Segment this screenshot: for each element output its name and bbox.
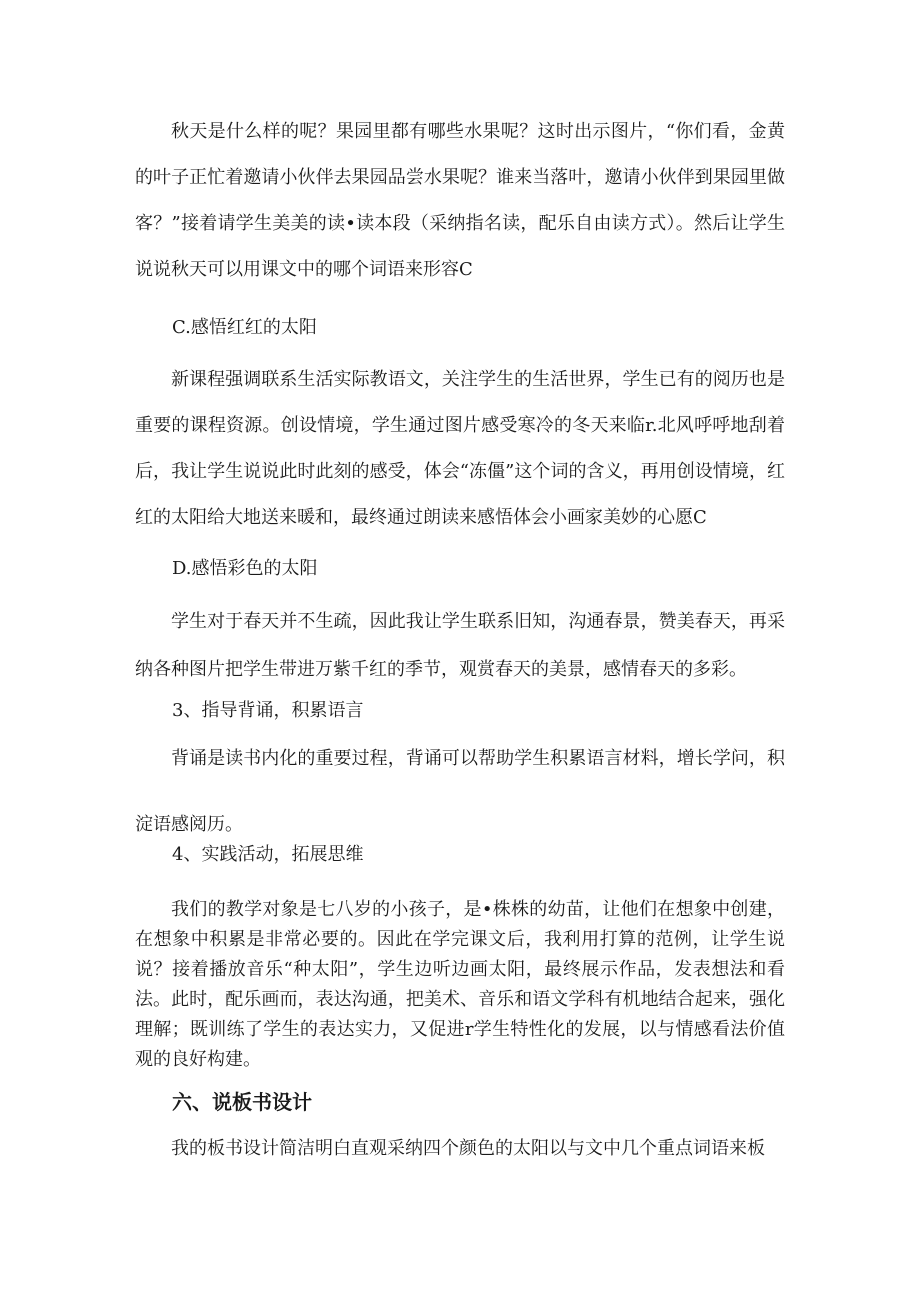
heading-colorful-sun: D.感悟彩色的太阳: [172, 558, 318, 579]
paragraph-board-design: 我的板书设计简洁明白直观采纳四个颜色的太阳以与文中几个重点词语来板: [171, 1138, 765, 1159]
heading-red-sun: C.感悟红红的太阳: [172, 317, 317, 338]
paragraph-colorful-sun: 学生对于春天并不生疏，因此我让学生联系旧知，沟通春景，赞美春天，再采纳各种图片把学生带进万紫千红的季节，观赏春天的美景，感情春天的多彩。: [135, 611, 785, 680]
paragraph-practice: 我们的教学对象是七八岁的小孩子，是•株株的幼苗，让他们在想象中创建，在想象中积累是非常必要的。因此在学完课文后，我利用打算的范例，让学生说说？接着播放音乐“种太阳”，学生边听边画太阳，最终展示作品，发表想法和看法。此时，配乐画而，表达沟通，把美术、音乐和语文学科有机地结合起来，强化理解；既训练了学生的表达实力，又促进r学生特性化的发展，以与情感看法价值观的良好构建。: [135, 899, 785, 1070]
paragraph-autumn: 秋天是什么样的呢？果园里都有哪些水果呢？这时出示图片，“你们看，金黄的叶子正忙着邀请小伙伴去果园品尝水果呢？谁来当落叶，邀请小伙伴到果园里做客？”接着请学生美美的读•读本段（采纳指名读，配乐自由读方式）。然后让学生说说秋天可以用课文中的哪个词语来形容C: [135, 121, 785, 280]
paragraph-recite: 背诵是读书内化的重要过程，背诵可以帮助学生积累语言材料，增长学问，积淀语感阅历。: [135, 748, 785, 835]
heading-practice: 4、实践活动，拓展思维: [172, 844, 364, 865]
section-six-title: 六、说板书设计: [172, 1090, 312, 1114]
paragraph-red-sun: 新课程强调联系生活实际教语文，关注学生的生活世界，学生已有的阅历也是重要的课程资源。创设情境，学生通过图片感受寒冷的冬天来临r.北风呼呼地刮着后，我让学生说说此时此刻的感受，体会“冻僵”这个词的含义，再用创设情境，红红的太阳给大地送来暖和，最终通过朗读来感悟体会小画家美妙的心愿C: [135, 369, 785, 528]
heading-recite: 3、指导背诵，积累语言: [172, 700, 364, 721]
